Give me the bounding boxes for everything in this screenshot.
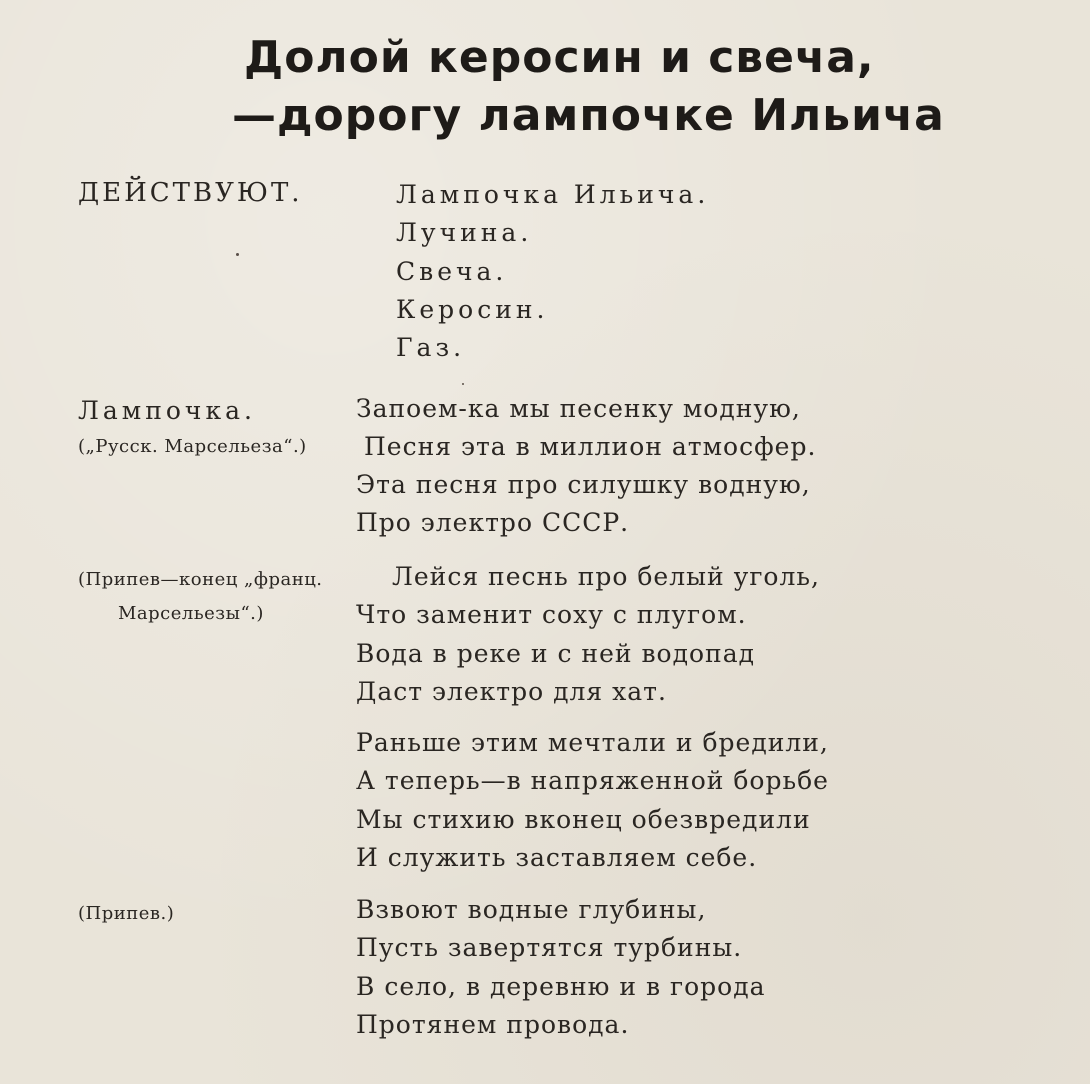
refrain1-line: Даст электро для хат. [356,677,667,706]
cast-character: Лампочка Ильича. [396,180,710,209]
refrain2-line: Взвоют водные глубины, [356,895,707,924]
refrain2-line: В село, в деревню и в города [356,972,766,1001]
song1-speaker: Лампочка. [78,396,256,425]
refrain1-note-line-2: Марсельезы“.) [118,603,264,624]
cast-character: Лучина. [396,218,533,247]
refrain2-line: Протянем провода. [356,1010,630,1039]
refrain1-line: Вода в реке и с ней водопад [356,639,756,668]
song1-line: Запоем-ка мы песенку модную, [356,394,801,423]
cast-heading: ДЕЙСТВУЮТ. [78,178,303,208]
verse2-line: Раньше этим мечтали и бредили, [356,728,829,757]
verse2-line: Мы стихию вконец обезвредили [356,805,811,834]
title-line-1: Долой керосин и свеча, [244,32,875,83]
refrain2-note: (Припев.) [78,903,175,924]
refrain2-line: Пусть завертятся турбины. [356,933,743,962]
cast-character: Керосин. [396,295,549,324]
refrain1-line: Лейся песнь про белый уголь, [392,562,820,591]
song1-line: Эта песня про силушку водную, [356,470,811,499]
cast-character: Газ. [396,333,466,362]
refrain1-line: Что заменит соху с плугом. [356,600,747,629]
refrain1-note-line-1: (Припев—конец „франц. [78,569,323,590]
title-line-2: —дорогу лампочке Ильича [232,90,945,141]
cast-character: Свеча. [396,257,508,286]
song1-line: Про электро СССР. [356,508,630,537]
verse2-line: А теперь—в напряженной борьбе [356,766,829,795]
paper-speck [236,253,239,256]
song1-note: („Русск. Марсельеза“.) [78,436,307,457]
paper-speck [462,383,464,385]
verse2-line: И служить заставляем себе. [356,843,758,872]
song1-line: Песня эта в миллион атмосфер. [364,432,817,461]
